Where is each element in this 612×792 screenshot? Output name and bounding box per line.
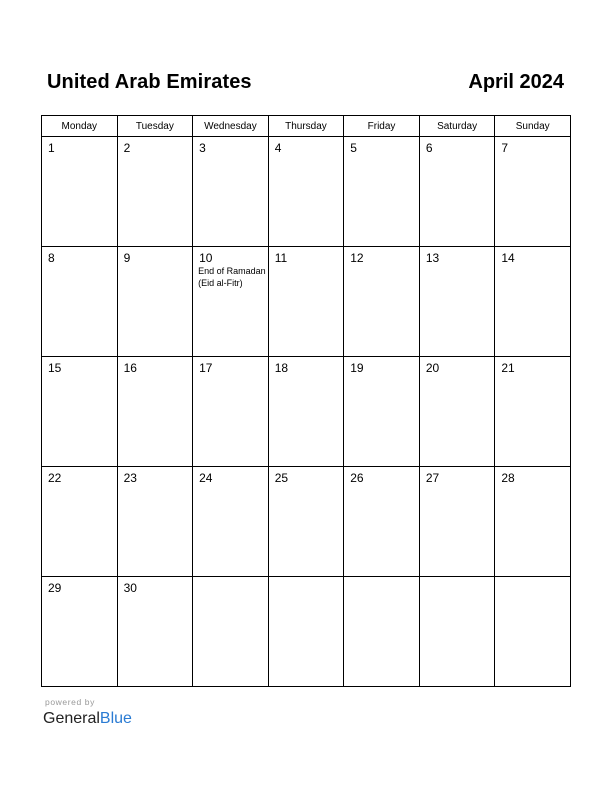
brand-name-blue: Blue (99, 710, 132, 727)
day-number: 8 (48, 251, 55, 265)
day-cell (268, 137, 344, 247)
day-number: 22 (48, 471, 62, 485)
day-number: 20 (425, 361, 440, 375)
day-number: 9 (123, 251, 131, 265)
day-number: 11 (274, 251, 288, 265)
day-number: 23 (123, 471, 137, 485)
day-cell (419, 357, 495, 467)
day-cell (419, 137, 495, 247)
day-number: 7 (501, 141, 509, 155)
day-cell-empty (193, 577, 269, 687)
day-number: 17 (199, 361, 213, 375)
day-cell (495, 467, 571, 577)
day-number: 18 (274, 361, 289, 375)
day-number: 25 (274, 471, 289, 485)
weekday-header: Friday (344, 116, 420, 137)
day-number: 29 (48, 581, 62, 595)
week-row (42, 467, 571, 577)
day-number: 5 (350, 141, 357, 155)
day-cell (193, 467, 269, 577)
day-cell (117, 577, 193, 687)
day-number: 6 (425, 141, 433, 155)
holiday-label: End of Ramadan (Eid al-Fitr) (198, 266, 266, 288)
day-number: 2 (123, 141, 131, 155)
footer-branding (43, 696, 132, 729)
day-cell (419, 247, 495, 357)
day-cell (495, 357, 571, 467)
weekday-header: Saturday (419, 116, 495, 137)
brand-logo (43, 709, 132, 729)
day-cell (117, 467, 193, 577)
day-number: 3 (199, 141, 206, 155)
day-cell (268, 467, 344, 577)
week-row (42, 137, 571, 247)
powered-by-label: powered by (45, 697, 95, 707)
day-cell (42, 357, 118, 467)
day-number: 24 (199, 471, 213, 485)
weekday-header: Thursday (268, 116, 344, 137)
day-cell (344, 467, 420, 577)
day-cell (193, 137, 269, 247)
day-cell (268, 357, 344, 467)
day-number: 15 (48, 361, 62, 375)
day-cell (193, 247, 269, 357)
day-number: 10 (199, 251, 213, 265)
calendar-grid (41, 115, 571, 687)
day-cell (193, 357, 269, 467)
day-number: 28 (501, 471, 515, 485)
day-number: 12 (350, 251, 364, 265)
country-title: United Arab Emirates (47, 71, 252, 93)
weekday-header: Monday (42, 116, 118, 137)
day-number: 4 (274, 141, 282, 155)
day-cell (117, 137, 193, 247)
day-number: 1 (48, 141, 55, 155)
month-title: April 2024 (468, 71, 564, 93)
day-cell (42, 577, 118, 687)
day-number: 21 (501, 361, 515, 375)
week-row (42, 247, 571, 357)
day-cell (117, 247, 193, 357)
day-number: 13 (425, 251, 440, 265)
day-cell-empty (495, 577, 571, 687)
day-cell (495, 137, 571, 247)
day-cell (42, 247, 118, 357)
weekday-header-row (42, 116, 571, 137)
day-number: 27 (425, 471, 440, 485)
week-row (42, 577, 571, 687)
brand-name-general: General (43, 710, 100, 727)
day-number: 14 (501, 251, 515, 265)
weekday-header: Wednesday (193, 116, 269, 137)
day-number: 16 (123, 361, 137, 375)
day-cell-empty (344, 577, 420, 687)
weekday-header: Sunday (495, 116, 571, 137)
day-cell-empty (268, 577, 344, 687)
day-cell (42, 467, 118, 577)
day-number: 30 (123, 581, 137, 595)
day-cell (344, 137, 420, 247)
day-cell (419, 467, 495, 577)
day-cell (344, 357, 420, 467)
weekday-header: Tuesday (117, 116, 193, 137)
day-cell-empty (419, 577, 495, 687)
day-cell (344, 247, 420, 357)
day-number: 19 (350, 361, 364, 375)
day-cell (117, 357, 193, 467)
week-row (42, 357, 571, 467)
day-number: 26 (350, 471, 364, 485)
day-cell (42, 137, 118, 247)
day-cell (495, 247, 571, 357)
day-cell (268, 247, 344, 357)
